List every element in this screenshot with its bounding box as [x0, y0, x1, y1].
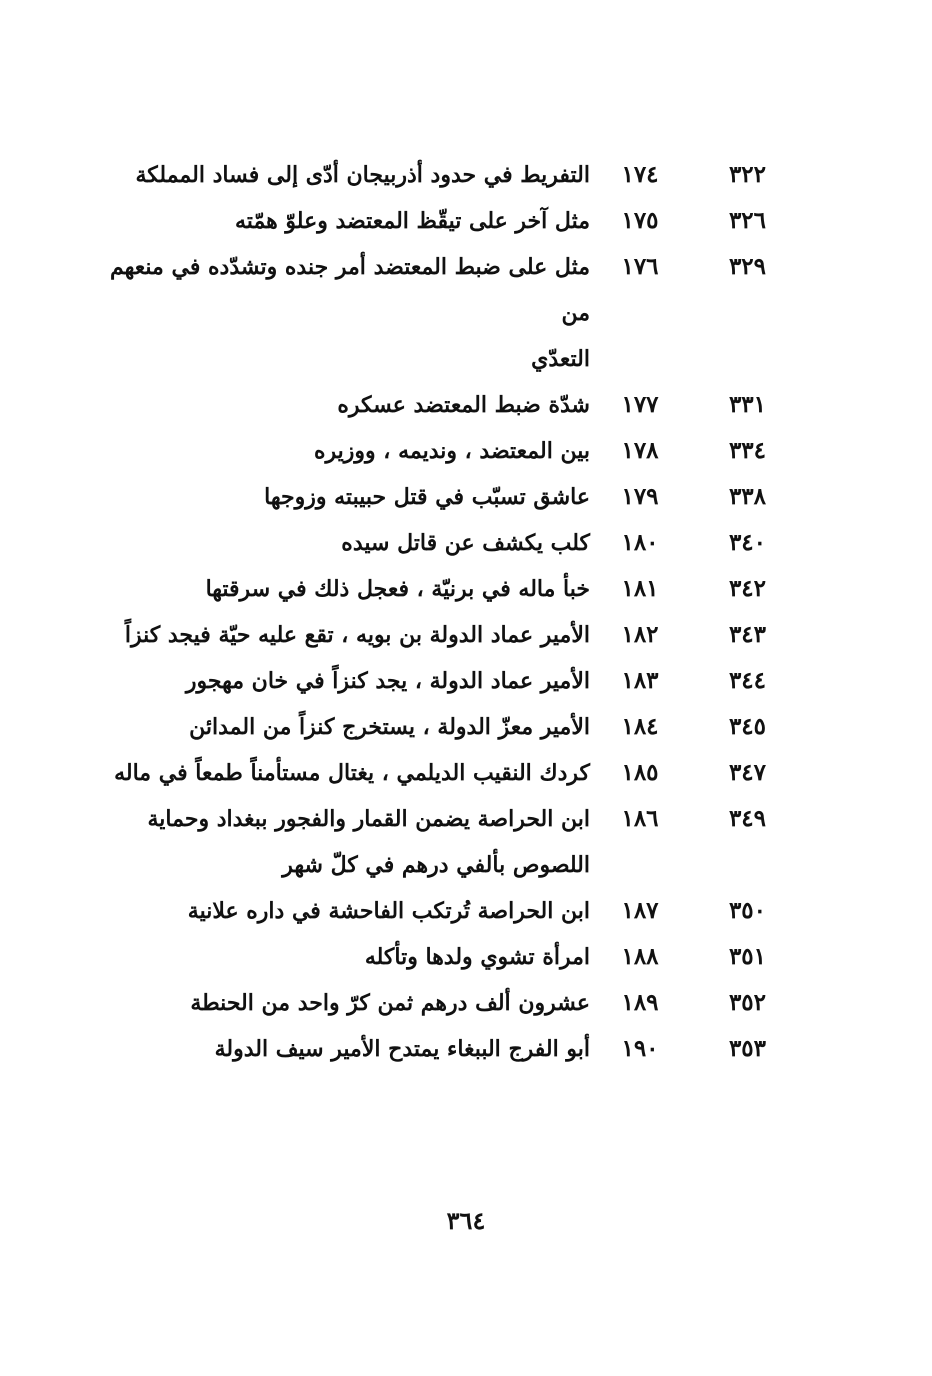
- entry-title: [90, 244, 590, 382]
- toc-entry: [90, 1026, 770, 1072]
- entry-title: [90, 520, 590, 566]
- entry-number: ١٨٠: [621, 529, 659, 556]
- entry-number: ١٨٣: [621, 667, 659, 694]
- entry-page-number: ٣٣٨: [728, 483, 766, 510]
- toc-entry: [90, 980, 770, 1026]
- entry-page-number: ٣٢٢: [728, 161, 766, 188]
- entry-title-line: كلب يكشف عن قاتل سيده: [341, 530, 590, 556]
- entry-page-number: ٣٣٤: [728, 437, 766, 464]
- entry-title-continuation: اللصوص بألفي درهم في كلّ شهر: [282, 852, 590, 878]
- entry-title: [90, 152, 590, 198]
- entry-number: ١٧٤: [621, 161, 659, 188]
- toc-entry: [90, 244, 770, 382]
- entry-page-number: ٣٤٣: [728, 621, 766, 648]
- entry-title-line: الأمير معزّ الدولة ، يستخرج كنزاً من المدائن: [189, 714, 590, 740]
- entry-title: [90, 428, 590, 474]
- entry-number: ١٨٢: [621, 621, 659, 648]
- entry-number: ١٧٥: [621, 207, 659, 234]
- toc-entry: [90, 566, 770, 612]
- entry-page-number: ٣٢٦: [728, 207, 766, 234]
- entry-page-number: ٣٤٩: [728, 805, 766, 832]
- entry-page-number: ٣٤٠: [728, 529, 766, 556]
- entry-title: [90, 612, 590, 658]
- toc-entry: [90, 428, 770, 474]
- toc-entry: [90, 612, 770, 658]
- page-folio-number: ٣٦٤: [446, 1206, 486, 1235]
- entry-page-number: ٣٥٢: [728, 989, 766, 1016]
- entry-page-number: ٣٤٤: [728, 667, 766, 694]
- entry-title-line: عشرون ألف درهم ثمن كرّ واحد من الحنطة: [190, 990, 590, 1016]
- entry-page-number: ٣٤٥: [728, 713, 766, 740]
- toc-entry: [90, 796, 770, 888]
- toc-entry: [90, 704, 770, 750]
- entry-title-line: الأمير عماد الدولة بن بويه ، تقع عليه حيّة فيجد كنزاً: [124, 622, 590, 648]
- entry-number: ١٧٨: [621, 437, 659, 464]
- entry-number: ١٨٦: [621, 805, 659, 832]
- entry-page-number: ٣٤٧: [728, 759, 766, 786]
- entry-title: [90, 474, 590, 520]
- entry-title-line: التفريط في حدود أذربيجان أدّى إلى فساد المملكة: [135, 162, 590, 188]
- entry-page-number: ٣٢٩: [728, 253, 766, 280]
- toc-entry: [90, 152, 770, 198]
- entry-title: [90, 796, 590, 888]
- entry-number: ١٨٨: [621, 943, 659, 970]
- entry-title-line: ابن الحراصة يضمن القمار والفجور ببغداد وحماية: [147, 806, 590, 832]
- entry-number: ١٩٠: [621, 1035, 659, 1062]
- entry-title: [90, 750, 590, 796]
- entry-title-line: كردك النقيب الديلمي ، يغتال مستأمناً طمعاً في ماله: [114, 760, 590, 786]
- entry-title: [90, 658, 590, 704]
- entry-title-line: مثل آخر على تيقّظ المعتضد وعلوّ همّته: [235, 208, 590, 234]
- toc-entry: [90, 658, 770, 704]
- toc-entry: [90, 888, 770, 934]
- entry-number: ١٨١: [621, 575, 659, 602]
- toc-entry: [90, 474, 770, 520]
- toc-entry: [90, 934, 770, 980]
- entry-title-line: أبو الفرج الببغاء يمتدح الأمير سيف الدولة: [214, 1036, 590, 1062]
- toc-entry: [90, 198, 770, 244]
- entry-number: ١٨٧: [621, 897, 659, 924]
- entry-title: [90, 934, 590, 980]
- entry-title: [90, 566, 590, 612]
- entry-number: ١٨٥: [621, 759, 659, 786]
- toc-entry: [90, 520, 770, 566]
- entry-title: [90, 704, 590, 750]
- entry-title-line: شدّة ضبط المعتضد عسكره: [337, 392, 590, 418]
- entry-title-line: امرأة تشوي ولدها وتأكله: [364, 944, 590, 970]
- entry-title: [90, 198, 590, 244]
- entry-number: ١٨٤: [621, 713, 659, 740]
- entry-page-number: ٣٥١: [728, 943, 766, 970]
- entry-title: [90, 1026, 590, 1072]
- entry-title-line: ابن الحراصة تُرتكب الفاحشة في داره علانية: [187, 898, 590, 924]
- entry-number: ١٧٦: [621, 253, 659, 280]
- entry-number: ١٨٩: [621, 989, 659, 1016]
- entry-title-line: بين المعتضد ، ونديمه ، ووزيره: [313, 438, 590, 464]
- entry-title: [90, 382, 590, 428]
- entry-title: [90, 888, 590, 934]
- entry-title: [90, 980, 590, 1026]
- toc-entry: [90, 750, 770, 796]
- entry-number: ١٧٩: [621, 483, 659, 510]
- entry-page-number: ٣٤٢: [728, 575, 766, 602]
- entry-title-line: خبأ ماله في برنيّة ، فعجل ذلك في سرقتها: [205, 576, 590, 602]
- entry-number: ١٧٧: [621, 391, 659, 418]
- entry-title-line: مثل على ضبط المعتضد أمر جنده وتشدّده في منعهم من: [110, 254, 590, 326]
- toc-entry: [90, 382, 770, 428]
- table-of-contents: [90, 152, 770, 1072]
- entry-page-number: ٣٥٣: [728, 1035, 766, 1062]
- entry-title-continuation: التعدّي: [531, 346, 590, 372]
- entry-page-number: ٣٣١: [728, 391, 766, 418]
- entry-title-line: الأمير عماد الدولة ، يجد كنزاً في خان مهجور: [185, 668, 590, 694]
- entry-page-number: ٣٥٠: [728, 897, 766, 924]
- entry-title-line: عاشق تسبّب في قتل حبيبته وزوجها: [264, 484, 590, 510]
